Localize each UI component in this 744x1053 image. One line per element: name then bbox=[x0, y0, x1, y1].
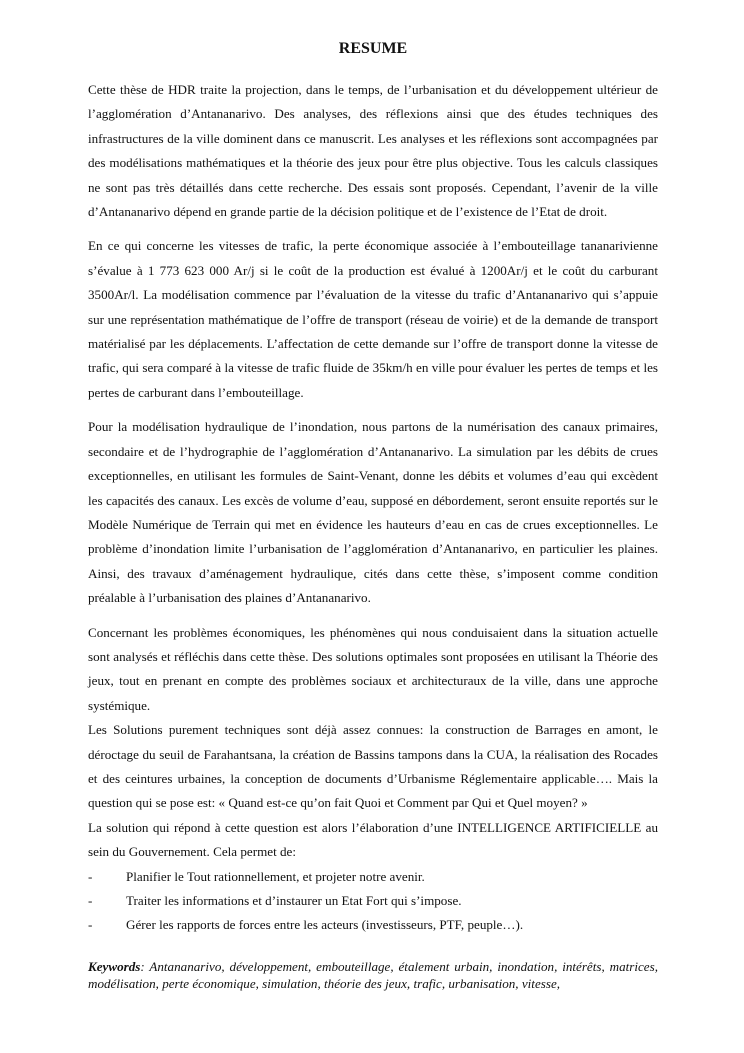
document-page bbox=[88, 38, 658, 1005]
list-item bbox=[88, 913, 658, 937]
paragraph-flooding: Pour la modélisation hydraulique de l’inondation, nous partons de la numérisation des canaux primaires, secondaire et de l’hydrographie de l’agglomération d’Antananarivo. La simulation par les débits de crues exceptionnelles, en utilisant les formules de Saint-Venant, donne les débits et volumes d’eau qui excèdent les capacités des canaux. Les excès de volume d’eau, supposé en débordement, seront ensuite reportés sur le Modèle Numérique de Terrain qui met en évidence les hauteurs d’eau en cas de crues exceptionnelles. Le problème d’inondation limite l’urbanisation de l’agglomération d’Antananarivo, en particulier les plaines. Ainsi, des travaux d’aménagement hydraulique, cités dans cette thèse, s’imposent comme condition préalable à l’urbanisation des plaines d’Antananarivo. bbox=[88, 419, 658, 606]
list-item-text: Planifier le Tout rationnellement, et projeter notre avenir. bbox=[126, 868, 425, 884]
list-item-text: Traiter les informations et d’instaurer un Etat Fort qui s’impose. bbox=[126, 893, 462, 908]
page-title: RESUME bbox=[338, 40, 408, 57]
bullet-marker: - bbox=[88, 917, 93, 933]
bullet-marker: - bbox=[88, 868, 93, 884]
paragraph-intro: Cette thèse de HDR traite la projection, dans le temps, de l’urbanisation et du développement ultérieur de l’agglomération d’Antananarivo. Des analyses, des réflexions ainsi que des études techniques des infrastructures de la ville dominent dans ce manuscrit. Les analyses et les réflexions sont accompagnées par des modélisations mathématiques et la théorie des jeux pour être plus objective. Tous les calculs classiques ne sont pas très détaillés dans cette recherche. Des essais sont proposés. Cependant, l’avenir de la ville d’Antananarivo dépend en grande partie de la décision politique et de l’existence de l’Etat de droit. bbox=[88, 82, 658, 220]
paragraph-ai: La solution qui répond à cette question est alors l’élaboration d’une INTELLIGENCE ARTIFICIELLE au sein du Gouvernement. Cela permet de: bbox=[88, 819, 658, 860]
keywords-label: Keywords bbox=[88, 958, 141, 974]
paragraph-economics: Concernant les problèmes économiques, les phénomènes qui nous conduisaient dans la situation actuelle sont analysés et réfléchis dans cette thèse. Des solutions optimales sont proposées en utilisant la Théorie des jeux, tout en prenant en compte des problèmes sociaux et architecturaux de la ville, dans une approche systémique. bbox=[88, 624, 658, 713]
paragraph-solutions: Les Solutions purement techniques sont déjà assez connues: la construction de Barrages en amont, le déroctage du seuil de Farahantsana, la création de Bassins tampons dans la CUA, la réalisation des Rocades et des ceintures urbaines, la conception de documents d’Urbanisme Réglementaire applicable…. Mais la question qui se pose est: « Quand est-ce qu’on fait Quoi et Comment par Qui et Quel moyen? » bbox=[88, 722, 658, 811]
list-item bbox=[88, 865, 658, 889]
keywords-line bbox=[88, 958, 658, 992]
list-item bbox=[88, 889, 658, 913]
bullet-list bbox=[88, 865, 658, 938]
list-item-text: Gérer les rapports de forces entre les acteurs (investisseurs, PTF, peuple…). bbox=[126, 917, 524, 933]
paragraph-traffic: En ce qui concerne les vitesses de trafic, la perte économique associée à l’embouteillage tananarivienne s’évalue à 1 773 623 000 Ar/j si le coût de la production est évalué à 1200Ar/j et le coût du carburant 3500Ar/l. La modélisation commence par l’évaluation de la vitesse du trafic d’Antananarivo qui s’appuie sur une représentation mathématique de l’offre de transport (réseau de voirie) et de la demande de transport matérialisé par les déplacements. L’affectation de cette demande sur l’offre de transport donne la vitesse de trafic, qui sera comparé à la vitesse de trafic fluide de 35km/h en ville pour évaluer les pertes de temps et les pertes de carburant dans l’embouteillage. bbox=[88, 238, 658, 400]
bullet-marker: - bbox=[88, 893, 93, 908]
keywords-text: : Antananarivo, développement, embouteillage, étalement urbain, inondation, intérêts, matrices, modélisation, perte économique, simulation, théorie des jeux, trafic, urbanisation, vitesse, bbox=[88, 958, 658, 991]
